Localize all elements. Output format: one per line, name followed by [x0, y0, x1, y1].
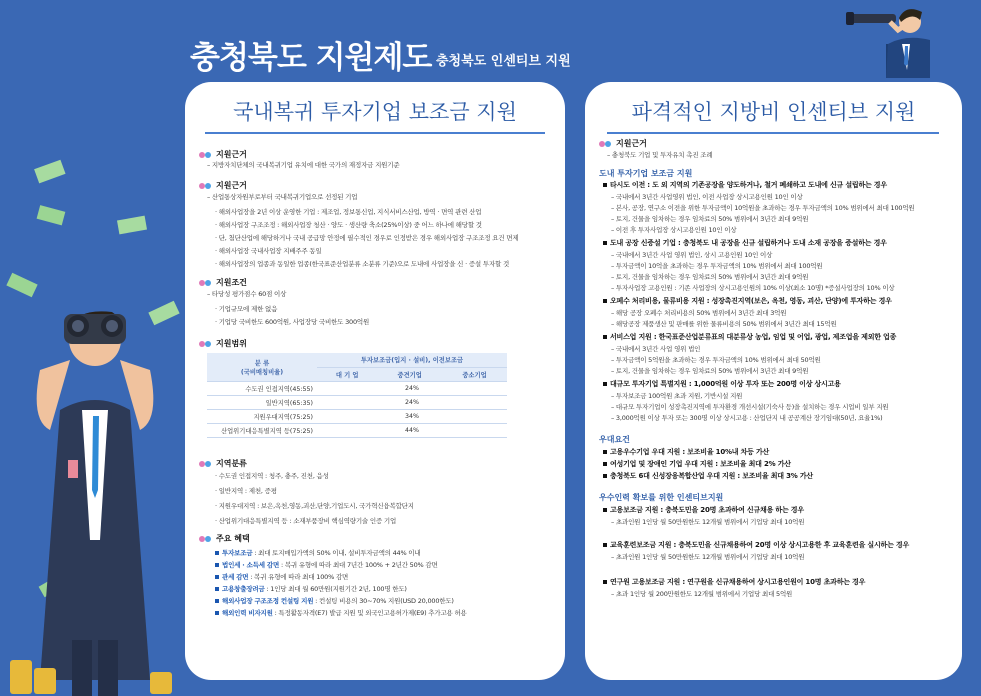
section-heading: 지원범위	[199, 338, 247, 349]
left-panel-title: 국내복귀 투자기업 보조금 지원	[233, 100, 517, 124]
list-item: – 투자금액이 5억원을 초과하는 경우 투자금액의 10% 범위에서 최대 50억원	[611, 356, 821, 364]
list-item: – 토지, 건물을 임차하는 경우 임차료의 50% 범위에서 3년간 최대 9억원	[611, 273, 809, 281]
list-item: – 토지, 건물을 임차하는 경우 임차료의 50% 범위에서 3년간 최대 9억원	[611, 215, 809, 223]
right-panel-title: 파격적인 지방비 인센티브 지원	[631, 100, 916, 124]
benefit-item: 해외사업장 구조조정 컨설팅 지원 : 컨설팅 비용의 30~70% 지원(USD 20,000한도)	[215, 596, 454, 605]
list-item: · 해외사업장 국내사업장 지배주주 동일	[215, 247, 322, 255]
table-header: 분 류	[254, 359, 270, 367]
list-item: · 기업당 국비한도 600억원, 사업장당 국비한도 300억원	[215, 318, 370, 326]
list-item: – 초과인원 1인당 월 50만원한도 12개월 범위에서 기업당 최대 10억원	[611, 518, 805, 526]
table-row: 지원우대지역(75:25) 34%	[207, 409, 507, 423]
subsection-heading: 우대요건	[599, 435, 630, 444]
subsidy-heading: 대규모 투자기업 특별지원 : 1,000억원 이상 투자 또는 200명 이상 상시고용	[603, 379, 841, 389]
list-item: – 토지, 건물을 임차하는 경우 임차료의 50% 범위에서 3년간 최대 9억원	[611, 367, 809, 375]
section-heading: 주요 혜택	[199, 533, 250, 544]
subsection-heading: 우수인력 확보를 위한 인센티브지원	[599, 493, 724, 502]
list-item: · 수도권 인접지역 : 청주, 충주, 진천, 음성	[215, 472, 329, 480]
benefit-item: 해외인력 비자지원 : 특정활동자격(E7) 발급 지원 및 외국인고용허가제(E9) 추가고용 허용	[215, 608, 467, 617]
page-subtitle: 충청북도 인센티브 지원	[436, 54, 571, 69]
text-line: – 지방자치단체의 국내복귀기업 유치에 대한 국가의 재정자금 지원기준	[207, 161, 400, 169]
list-item: · 지원우대지역 : 보은,옥천,영동,괴산,단양,기업도시, 국가혁신융복합단지	[215, 502, 414, 510]
table-header: (국비매칭비율)	[240, 368, 284, 376]
talent-item: 고용보조금 지원 : 충북도민을 20명 초과하여 신규채용 하는 경우	[603, 505, 804, 515]
text-line: – 타당성 평가점수 60점 이상	[207, 290, 287, 298]
title-underline	[607, 132, 939, 134]
list-item: · 일반지역 : 제천, 증평	[215, 487, 277, 495]
subsidy-heading: 도내 공장 신증설 기업 : 충청북도 내 공장을 신규 설립하거나 도내 소재 공장을 증설하는 경우	[603, 238, 887, 248]
pref-item: 여성기업 및 장애인 기업 우대 지원 : 보조비율 최대 2% 가산	[603, 459, 791, 469]
bullet-icon	[599, 141, 613, 147]
list-item: · 단, 첨단산업에 해당하거나 국내 공급망 안정에 필수적인 경우로 인정받은 경우 해외사업장 구조조정 요건 면제	[215, 234, 519, 242]
table-header: 중소기업	[442, 367, 507, 381]
list-item: – 해당 공장 오폐수 처리비용의 50% 범위에서 3년간 최대 3억원	[611, 309, 787, 317]
table-header: 중견기업	[377, 367, 442, 381]
list-item: · 해외사업장 구조조정 : 해외사업장 청산 · 양도 · 생산량 축소(25%이상) 중 어느 하나에 해당할 것	[215, 221, 482, 229]
list-item: – 국내에서 3년간 사업 영위 법인	[611, 345, 701, 353]
pref-item: 고용우수기업 우대 지원 : 보조비율 10%내 차등 가산	[603, 447, 769, 457]
benefit-item: 법인세 · 소득세 감면 : 복귀 유형에 따라 최대 7년간 100% + 2년간 50% 감면	[215, 560, 438, 569]
title-underline	[205, 132, 545, 134]
page-title: 충청북도 지원제도	[190, 40, 432, 76]
bullet-icon	[199, 461, 213, 467]
list-item: – 대규모 투자기업이 성장촉진지역에 투자환경 개선시설(기숙사 등)을 설치하는 경우 시업비 일부 지원	[611, 403, 889, 411]
list-item: – 이전 후 투자사업장 상시고용인원 10인 이상	[611, 226, 737, 234]
subsidy-heading: 서비스업 지원 : 한국표준산업분류표의 대분류상 농업, 임업 및 어업, 광업, 제조업을 제외한 업종	[603, 332, 896, 342]
list-item: – 해당공장 제품생산 및 판매를 위한 물류비용의 50% 범위에서 3년간 최대 15억원	[611, 320, 837, 328]
telescope-man-illustration	[846, 0, 930, 78]
list-item: – 국내에서 3년간 사업영위 법인, 이전 사업장 상시고용인원 10인 이상	[611, 193, 803, 201]
right-panel	[585, 82, 962, 680]
section-heading: 지원근거	[199, 149, 247, 160]
benefit-item: 관세 감면 : 복귀 유형에 따라 최대 100% 감면	[215, 572, 348, 581]
section-heading: 지원근거	[199, 180, 247, 191]
section-heading: 지원근거	[599, 138, 647, 149]
list-item: – 투자보조금 100억원 초과 지원, 기반시설 지원	[611, 392, 743, 400]
subsidy-heading: 오페수 처리비용, 물류비용 지원 : 성장촉진지역(보은, 옥천, 영동, 괴산, 단양)에 투자하는 경우	[603, 296, 892, 306]
section-heading: 지원조건	[199, 277, 247, 288]
benefit-item: 고용창출장려금 : 1인당 최대 월 60만원(지원기간 2년, 100명 한도)	[215, 584, 407, 593]
table-header: 투자보조금(입지 · 설비), 이전보조금	[317, 353, 507, 367]
list-item: – 투자사업장 고용인원 : 기존 사업장의 상시고용인원의 10% 이상(최소 10명) *증설사업장의 10% 이상	[611, 284, 895, 292]
bullet-icon	[199, 152, 213, 158]
text-line: – 충청북도 기업 및 투자유치 촉진 조례	[607, 151, 713, 159]
list-item: · 해외사업장의 업종과 동일한 업종(한국표준산업분류 소분류 기준)으로 도내에 사업장을 신 · 증설 투자할 것	[215, 260, 510, 268]
list-item: · 기업규모에 제한 없음	[215, 305, 278, 313]
table-header: 대 기 업	[317, 367, 377, 381]
binoculars-man-illustration	[0, 120, 190, 696]
section-heading: 지역분류	[199, 458, 247, 469]
list-item: · 산업위기대응특별지역 등 : 소재부품장비 핵심역량기술 인증 기업	[215, 517, 397, 525]
bullet-icon	[199, 280, 213, 286]
talent-item: 연구원 고용보조금 지원 : 연구원을 신규채용하여 상시고용인원이 10명 초과하는 경우	[603, 577, 865, 587]
benefit-item: 투자보조금 : 최대 토지매입가액의 50% 이내, 설비투자금액의 44% 이내	[215, 548, 420, 557]
table-row: 산업위기대응특별지역 등(75:25) 44%	[207, 423, 507, 437]
list-item: – 본사, 공장, 연구소 이전을 위한 투자금액이 10억원을 초과하는 경우 투자금액의 10% 범위에서 최대 100억원	[611, 204, 915, 212]
list-item: · 해외사업장을 2년 이상 운영한 기업 : 제조업, 정보통신업, 지식서비스산업, 방역 · 면역 관련 산업	[215, 208, 482, 216]
subsection-heading: 도내 투자기업 보조금 지원	[599, 169, 693, 178]
talent-item: 교육훈련보조금 지원 : 충북도민을 신규채용하여 20명 이상 상시고용한 후 교육훈련을 실시하는 경우	[603, 540, 909, 550]
text-line: – 산업통상자원부로부터 국내복귀기업으로 선정된 기업	[207, 193, 358, 201]
list-item: – 3,000억원 이상 투자 또는 300명 이상 상시고용 : 산업단지 내 공공계산 장기임대(50년, 요율1%)	[611, 414, 883, 422]
table-row: 수도권 인접지역(45:55) 24%	[207, 381, 507, 395]
bullet-icon	[199, 341, 213, 347]
left-panel	[185, 82, 565, 680]
list-item: – 투자금액이 10억을 초과하는 경우 투자금액의 10% 범위에서 최대 100억원	[611, 262, 823, 270]
bullet-icon	[199, 536, 213, 542]
bullet-icon	[199, 183, 213, 189]
subsidy-heading: 타시도 이전 : 도 외 지역의 기존공장을 양도하거나, 철거 폐쇄하고 도내에 신규 설립하는 경우	[603, 180, 887, 190]
list-item: – 초과 1인당 월 200만원한도 12개월 범위에서 기업당 최대 5억원	[611, 590, 793, 598]
pref-item: 충청북도 6대 신성장융복합산업 우대 지원 : 보조비율 최대 3% 가산	[603, 471, 813, 481]
list-item: – 초과인원 1인당 월 50만원한도 12개월 범위에서 기업당 최대 10억원	[611, 553, 805, 561]
list-item: – 국내에서 3년간 사업 영위 법인, 상시 고용인원 10인 이상	[611, 251, 773, 259]
table-row: 일반지역(65:35) 24%	[207, 395, 507, 409]
support-range-table	[207, 353, 507, 438]
